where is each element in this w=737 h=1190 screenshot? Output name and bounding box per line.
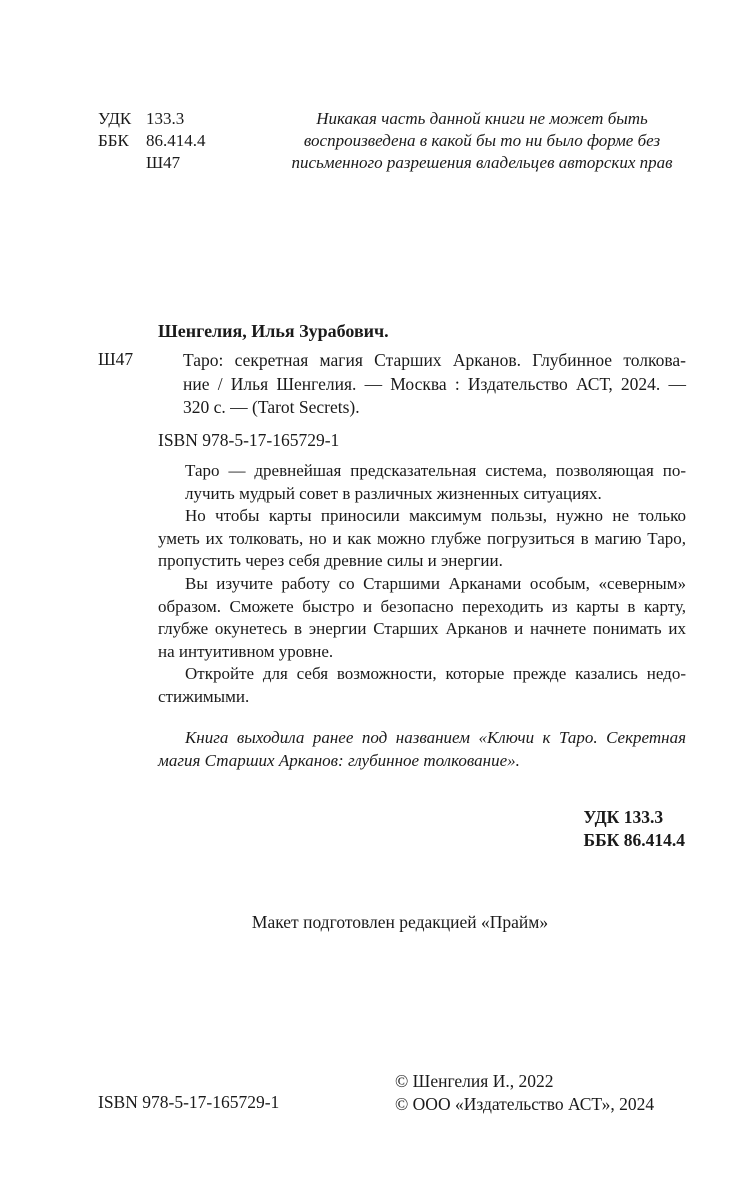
annotation-line: пропустить через себя древние силы и энергии. [158, 551, 503, 571]
previous-title-note [158, 726, 686, 772]
biblio-line: ние / Илья Шенгелия. — Москва : Издательство АСТ, 2024. — [183, 373, 686, 394]
footer-isbn: ISBN 978-5-17-165729-1 [98, 1092, 280, 1112]
biblio-line: Таро: секретная магия Старших Арканов. Глубинное толкова- [183, 350, 686, 370]
annotation-paragraph [158, 460, 686, 505]
bbk-code: ББК 86.414.4 [583, 829, 685, 850]
code-key [98, 152, 146, 174]
code-value: Ш47 [146, 153, 181, 172]
annotation-line: Вы изучите работу со Старшими Арканами особым, «северным» [185, 573, 686, 593]
rights-line: воспроизведена в какой бы то ни было форме без [303, 131, 661, 150]
code-key: ББК [98, 131, 129, 150]
rights-line: Никакая часть данной книги не может быть [316, 109, 648, 128]
biblio-line: 320 с. — (Tarot Secrets). [183, 397, 360, 417]
copyright-line: © ООО «Издательство АСТ», 2024 [395, 1093, 655, 1114]
rights-line: письменного разрешения владельцев авторских прав [291, 153, 673, 172]
annotation-line: Таро — древнейшая предсказательная система, позволяющая по- [185, 461, 686, 480]
annotation-line: на интуитивном уровне. [158, 641, 334, 661]
annotation-paragraph [158, 573, 686, 663]
annotation-line: Но чтобы карты приносили максимум пользы, нужно не только [185, 506, 686, 526]
layout-credit: Макет подготовлен редакцией «Прайм» [251, 912, 549, 932]
author-heading: Шенгелия, Илья Зурабович. [158, 321, 389, 341]
annotation-line: Откройте для себя возможности, которые прежде казались недо- [185, 664, 686, 684]
copyright-block [395, 1070, 654, 1115]
bibliographic-description [183, 349, 686, 420]
rights-notice [282, 108, 682, 174]
annotation-line: глубже окунетесь в энергии Старших Арканов и начнете понимать их [158, 619, 686, 639]
code-key: УДК [98, 109, 132, 128]
note-line: Книга выходила ранее под названием «Ключи к Таро. Секретная [185, 728, 686, 747]
annotation-line: образом. Сможете быстро и безопасно переходить из карты в карту, [158, 596, 686, 616]
annotation-paragraph [158, 663, 686, 708]
record-isbn: ISBN 978-5-17-165729-1 [158, 430, 340, 450]
author-sign-row [98, 152, 206, 174]
note-line: магия Старших Арканов: глубинное толкование». [158, 751, 520, 770]
annotation-paragraph [158, 505, 686, 573]
bbk-row [98, 130, 206, 152]
classification-codes-block [98, 108, 206, 174]
code-value: 133.3 [146, 109, 185, 128]
annotation-line: уметь их толковать, но и как можно глубже погрузиться в магию Таро, [158, 528, 686, 548]
annotation-line: стижимыми. [158, 686, 250, 706]
code-value: 86.414.4 [146, 131, 206, 150]
annotation-line: лучить мудрый совет в различных жизненных ситуациях. [185, 483, 602, 503]
author-code: Ш47 [98, 349, 134, 369]
copyright-line: © Шенгелия И., 2022 [395, 1071, 554, 1091]
udk-row [98, 108, 206, 130]
bottom-classification [584, 806, 685, 851]
udk-code: УДК 133.3 [583, 807, 664, 827]
annotation [158, 460, 686, 709]
